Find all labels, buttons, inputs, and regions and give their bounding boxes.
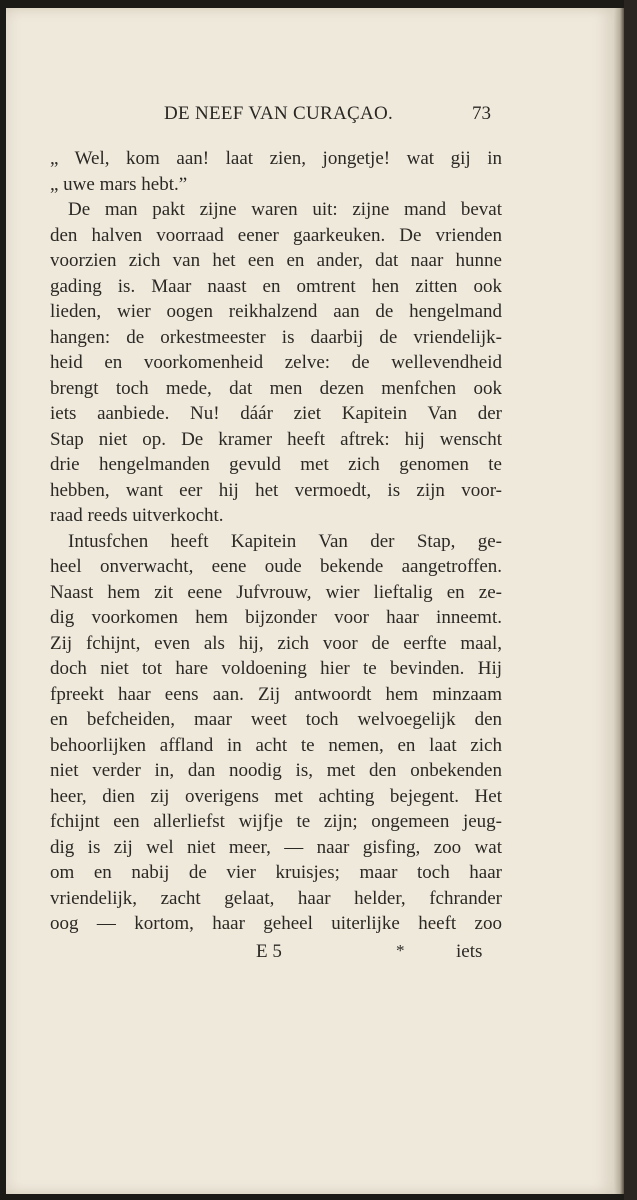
text-line: en befcheiden, maar weet toch welvoegelijk den xyxy=(50,709,502,730)
page-edge xyxy=(614,8,624,1194)
text-line: lieden, wier oogen reikhalzend aan de hengelmand xyxy=(50,301,502,322)
page-number: 73 xyxy=(472,103,491,124)
text-line: hebben, want eer hij het vermoedt, is zijn voor- xyxy=(50,479,502,501)
text-line: om en nabij de vier kruisjes; maar toch haar xyxy=(50,862,502,883)
text-line: brengt toch mede, dat men dezen menfchen ook xyxy=(50,377,502,399)
page-header xyxy=(44,103,491,129)
asterisk-mark: * xyxy=(396,941,405,960)
text-line: „ Wel, kom aan! laat zien, jongetje! wat gij in xyxy=(50,148,502,169)
text-line: heid en voorkomenheid zelve: de wellevendheid xyxy=(50,352,502,373)
running-title: DE NEEF VAN CURAÇAO. xyxy=(164,103,394,124)
book-spine xyxy=(624,0,637,1200)
text-line: Intusfchen heeft Kapitein Van der Stap, ge- xyxy=(68,530,502,552)
text-line: den halven voorraad eener gaarkeuken. De vrienden xyxy=(50,224,502,246)
text-line: heer, dien zij overigens met achting bejegent. Het xyxy=(50,785,502,807)
text-line: dig voorkomen hem bijzonder voor haar inneemt. xyxy=(50,607,502,628)
text-line: raad reeds uitverkocht. xyxy=(50,505,224,526)
catchword: iets xyxy=(456,941,483,962)
text-line: iets aanbiede. Nu! dáár ziet Kapitein Van der xyxy=(50,403,502,424)
text-line: fchijnt een allerliefst wijfje te zijn; ongemeen jeug- xyxy=(50,811,502,832)
text-line: vriendelijk, zacht gelaat, haar helder, fchrander xyxy=(50,887,502,909)
text-line: oog — kortom, haar geheel uiterlijke heeft zoo xyxy=(50,913,502,934)
text-line: gading is. Maar naast en omtrent hen zitten ook xyxy=(50,275,502,297)
text-line: behoorlijken affland in acht te nemen, en laat zich xyxy=(50,734,502,756)
text-line: De man pakt zijne waren uit: zijne mand bevat xyxy=(68,199,502,220)
text-line: dig is zij wel niet meer, — naar gisfing, zoo wat xyxy=(50,836,502,858)
text-line: hangen: de orkestmeester is daarbij de vriendelijk- xyxy=(50,326,502,348)
body-text xyxy=(50,146,502,937)
text-line: fpreekt haar eens aan. Zij antwoordt hem minzaam xyxy=(50,683,502,705)
page-footer xyxy=(50,941,502,967)
text-line: heel onverwacht, eene oude bekende aangetroffen. xyxy=(50,556,502,577)
text-line: niet verder in, dan noodig is, met den onbekenden xyxy=(50,760,502,781)
text-line: Zij fchijnt, even als hij, zich voor de eerfte maal, xyxy=(50,632,502,654)
signature-mark: E 5 xyxy=(256,941,282,962)
text-line: doch niet tot hare voldoening hier te bevinden. Hij xyxy=(50,658,502,679)
text-line: „ uwe mars hebt.” xyxy=(50,173,188,195)
text-line: voorzien zich van het een en ander, dat naar hunne xyxy=(50,250,502,271)
text-line: Naast hem zit eene Jufvrouw, wier lieftalig en ze- xyxy=(50,581,502,603)
text-line: Stap niet op. De kramer heeft aftrek: hij wenscht xyxy=(50,428,502,450)
text-line: drie hengelmanden gevuld met zich genomen te xyxy=(50,454,502,475)
